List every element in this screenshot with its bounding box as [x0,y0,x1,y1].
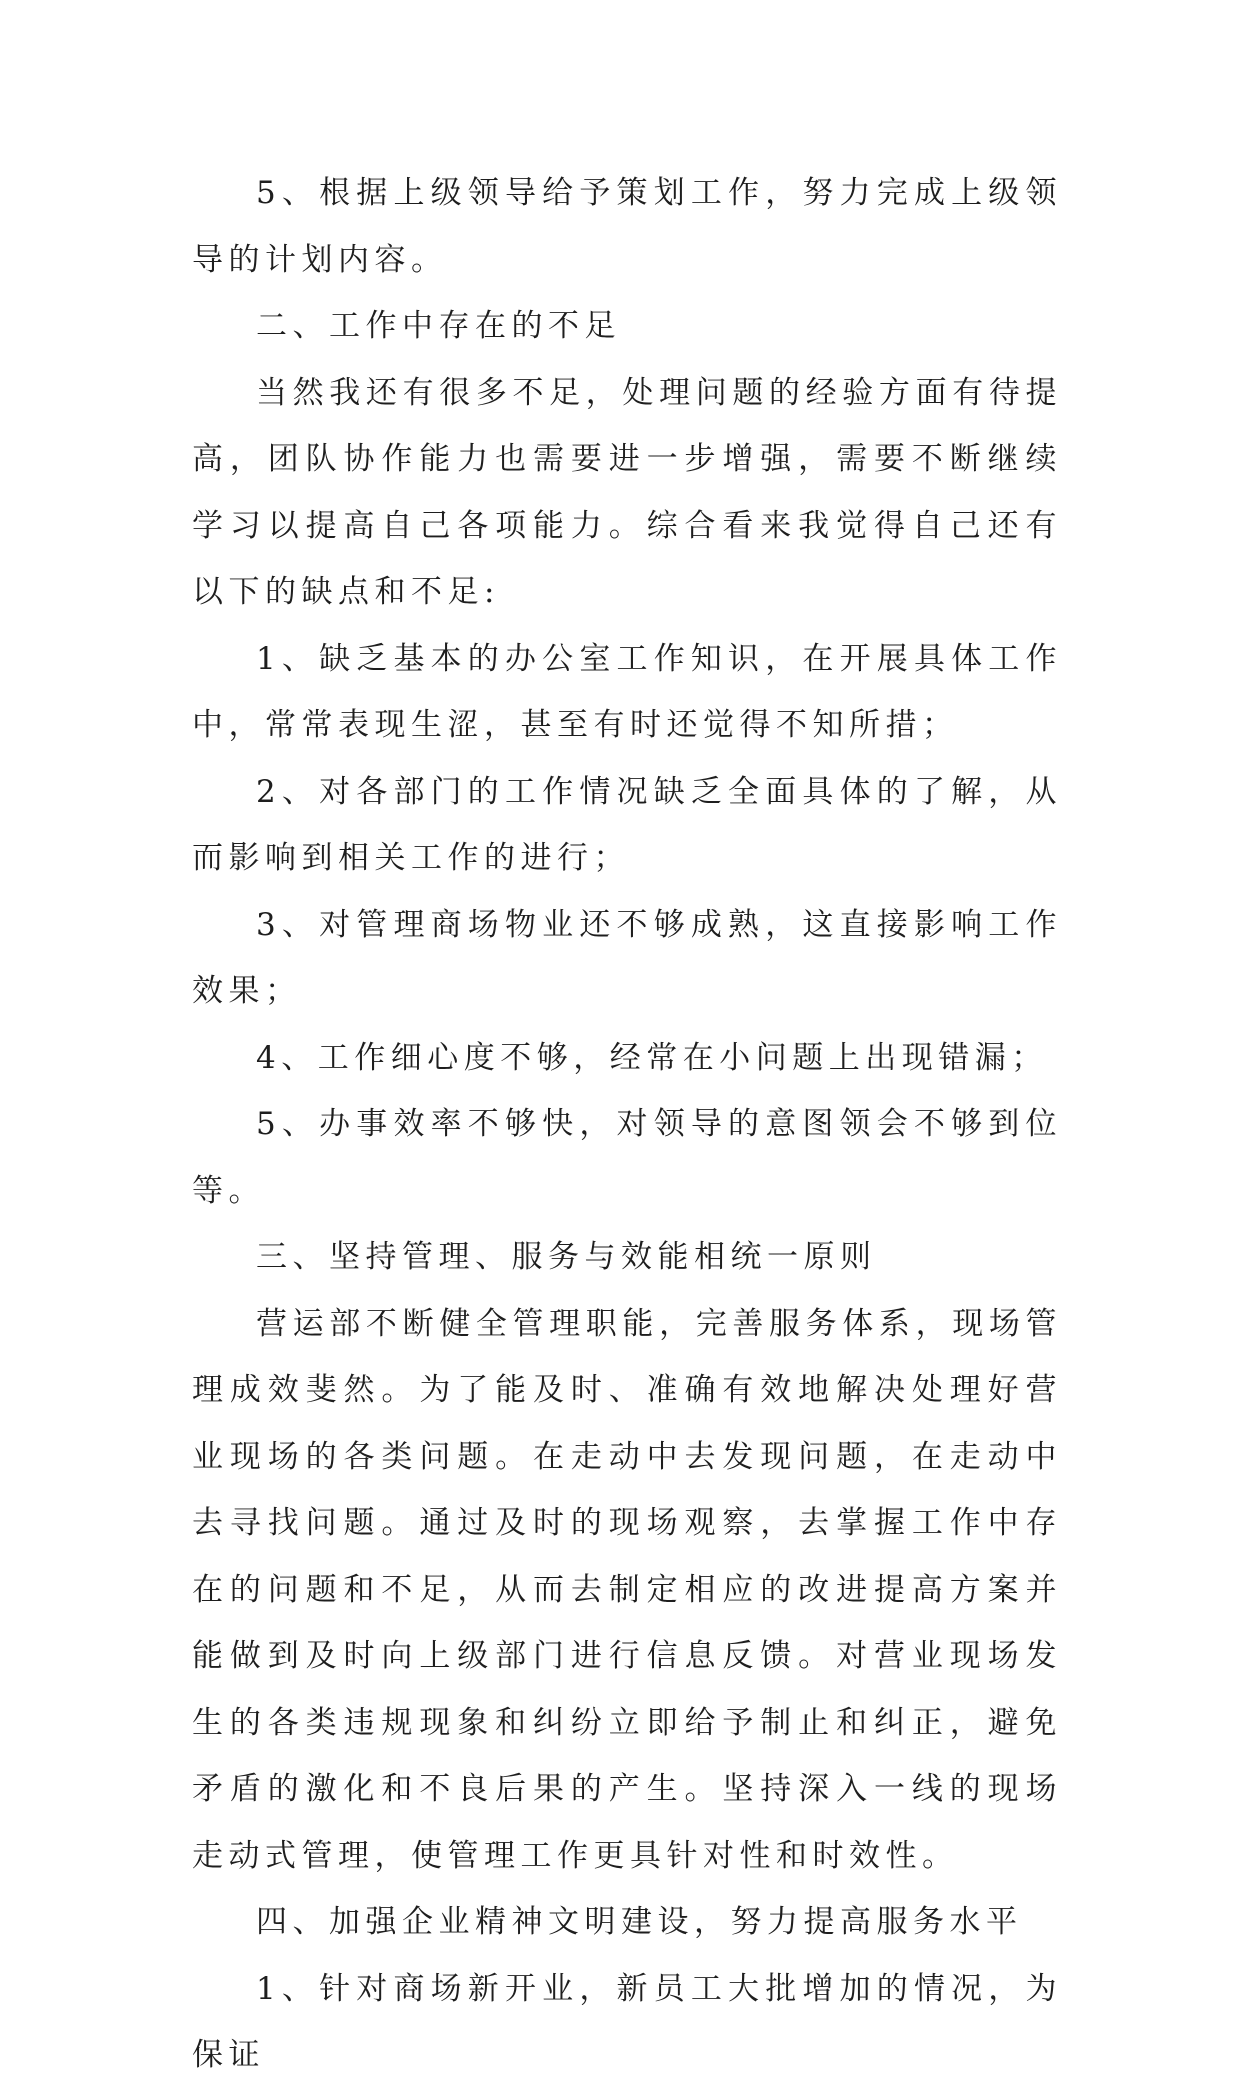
body-paragraph: 营运部不断健全管理职能，完善服务体系，现场管理成效斐然。为了能及时、准确有效地解决处理好营业现场的各类问题。在走动中去发现问题，在走动中去寻找问题。通过及时的现场观察，去掌握工作中存在的问题和不足，从而去制定相应的改进提高方案并能做到及时向上级部门进行信息反馈。对营业现场发生的各类违规现象和纠纷立即给予制止和纠正，避免矛盾的激化和不良后果的产生。坚持深入一线的现场走动式管理，使管理工作更具针对性和时效性。 [192,1305,1062,1874]
body-paragraph: 当然我还有很多不足，处理问题的经验方面有待提高，团队协作能力也需要进一步增强，需要不断继续学习以提高自己各项能力。综合看来我觉得自己还有以下的缺点和不足: [192,374,1062,610]
list-item: 1、针对商场新开业，新员工大批增加的情况，为保证 [192,1970,1062,2073]
section-heading: 三、坚持管理、服务与效能相统一原则 [256,1239,877,1275]
list-item: 5、根据上级领导给予策划工作，努力完成上级领导的计划内容。 [192,175,1062,278]
document-body [192,160,1062,2089]
list-item: 2、对各部门的工作情况缺乏全面具体的了解，从而影响到相关工作的进行； [192,773,1062,876]
list-item: 5、办事效率不够快，对领导的意图领会不够到位等。 [192,1106,1062,1209]
list-item: 4、工作细心度不够，经常在小问题上出现错漏； [256,1039,1048,1076]
section-heading: 四、加强企业精神文明建设，努力提高服务水平 [256,1904,1023,1940]
section-heading: 二、工作中存在的不足 [256,308,621,344]
list-item: 1、缺乏基本的办公室工作知识，在开展具体工作中，常常表现生涩，甚至有时还觉得不知所措； [192,640,1062,743]
list-item: 3、对管理商场物业还不够成熟，这直接影响工作效果； [192,906,1062,1009]
